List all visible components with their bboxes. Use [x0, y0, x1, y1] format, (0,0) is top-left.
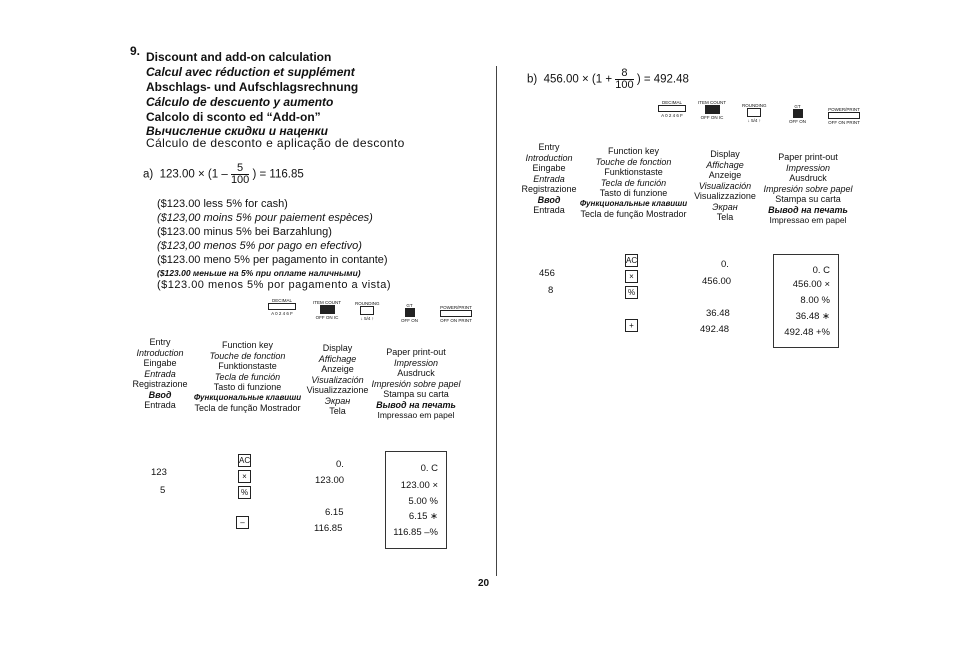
tape-b-line-1: 0. C [812, 265, 830, 276]
header-print-a: Paper print-out Impression Ausdruck Impresión sobre papel Stampa su carta Вывод на печать Impressao em papel [371, 347, 461, 420]
switch-rounding-a: ROUNDING ↓ 5/4 ↑ [355, 301, 380, 321]
tape-b-line-4: 36.48 ∗ [795, 311, 830, 322]
note-a-pt: ($123.00 menos 5% por pagamento a vista) [157, 279, 392, 291]
entry-b-2: 8 [548, 285, 554, 296]
key-plus-b: + [625, 319, 638, 332]
switch-rounding-b: ROUNDING ↓ 5/4 ↑ [742, 103, 767, 123]
formula-b-pre: 456.00 × (1 + [543, 73, 613, 86]
switch-gt-b: GT OFF ON [789, 104, 806, 124]
note-a-it: ($123.00 meno 5% per pagamento in contante) [157, 254, 388, 266]
tape-a-line-5: 116.85 –% [393, 527, 438, 538]
formula-a-post: ) = 116.85 [252, 168, 304, 181]
page-number: 20 [478, 578, 490, 589]
display-b-3: 36.48 [706, 308, 730, 319]
switch-decimal-b: DECIMAL A 0 2 4 6 F [658, 100, 686, 118]
tape-a-line-2: 123.00 × [400, 480, 438, 491]
title-ru: Вычисление скидки и наценки [146, 124, 328, 138]
switch-decimal-a: DECIMAL A 0 2 4 6 F [268, 298, 296, 316]
display-a-4: 116.85 [314, 523, 343, 534]
switch-item-count-b: ITEM COUNT OFF ON IC [698, 100, 726, 120]
note-a-ru: ($123.00 меньше на 5% при оплате наличными) [157, 268, 361, 278]
display-b-2: 456.00 [702, 276, 732, 287]
key-percent-b: % [625, 286, 638, 299]
entry-a-2: 5 [160, 485, 166, 496]
note-a-fr: ($123,00 moins 5% pour paiement espèces) [157, 212, 373, 224]
formula-a-fraction [231, 163, 249, 186]
tape-a-line-4: 6.15 ∗ [408, 511, 438, 522]
key-multiply-b: × [625, 270, 638, 283]
title-en: Discount and add-on calculation [146, 50, 332, 64]
title-it: Calcolo di sconto ed “Add-on” [146, 110, 321, 124]
formula-b-label: b) [527, 73, 538, 86]
switch-gt-a: GT OFF ON [401, 303, 418, 323]
header-display-a: Display Affichage Anzeige Visualización Visualizzazione Экран Tela [306, 343, 369, 416]
header-entry-a: Entry Introduction Eingabe Entrada Registrazione Ввод Entrada [132, 337, 188, 410]
formula-a-numerator: 5 [231, 163, 249, 175]
header-display-b: Display Affichage Anzeige Visualización Visualizzazione Экран Tela [694, 149, 756, 222]
tape-a-line-3: 5.00 % [408, 496, 438, 507]
title-es: Cálculo de descuento y aumento [146, 95, 334, 109]
header-entry-b: Entry Introduction Eingabe Entrada Registrazione Ввод Entrada [521, 142, 577, 215]
formula-a [143, 163, 304, 186]
formula-a-label: a) [143, 168, 154, 181]
note-a-de: ($123.00 minus 5% bei Barzahlung) [157, 226, 332, 238]
note-a-es: ($123,00 menos 5% por pago en efectivo) [157, 240, 362, 252]
title-de: Abschlags- und Aufschlagsrechnung [146, 80, 359, 94]
display-a-3: 6.15 [325, 507, 344, 518]
formula-b-numerator: 8 [615, 68, 633, 80]
column-divider [496, 66, 497, 576]
formula-a-pre: 123.00 × (1 – [159, 168, 228, 181]
entry-b-1: 456 [539, 268, 555, 279]
key-multiply-a: × [238, 470, 251, 483]
title-fr: Calcul avec réduction et supplément [146, 65, 355, 79]
tape-a-line-1: 0. C [420, 463, 438, 474]
display-b-1: 0. [721, 259, 729, 270]
tape-b-line-2: 456.00 × [792, 279, 830, 290]
header-function-key-b: Function key Touche de fonction Funktionstaste Tecla de función Tasto di funzione Функциональные клавиши Tecla de função Mostrador [579, 146, 688, 219]
formula-b-post: ) = 492.48 [636, 73, 689, 86]
paper-tape-b [773, 254, 839, 348]
title-pt: Cálculo de desconto e aplicação de desconto [146, 136, 405, 150]
display-a-1: 0. [336, 459, 344, 470]
key-minus-a: – [236, 516, 249, 529]
entry-a-1: 123 [151, 467, 167, 478]
paper-tape-a [385, 451, 447, 549]
header-print-b: Paper print-out Impression Ausdruck Impresión sobre papel Stampa su carta Вывод на печать Impressao em papel [763, 152, 853, 225]
formula-b [527, 68, 689, 91]
key-ac-a: AC [239, 456, 251, 465]
section-number: 9. [130, 44, 141, 58]
key-ac-b: AC [626, 256, 638, 265]
switch-power-a: POWER/PRINT OFF ON PRINT [440, 305, 472, 323]
display-a-2: 123.00 [315, 475, 345, 486]
formula-b-fraction [615, 68, 633, 91]
header-function-key-a: Function key Touche de fonction Funktionstaste Tecla de función Tasto di funzione Функциональные клавиши Tecla de função Mostrador [193, 340, 302, 413]
tape-b-line-5: 492.48 +% [784, 327, 830, 338]
switch-item-count-a: ITEM COUNT OFF ON IC [313, 300, 341, 320]
formula-a-denominator: 100 [230, 174, 250, 186]
formula-b-denominator: 100 [615, 79, 634, 91]
display-b-4: 492.48 [700, 324, 730, 335]
key-percent-a: % [238, 486, 251, 499]
tape-b-line-3: 8.00 % [800, 295, 830, 306]
switch-power-b: POWER/PRINT OFF ON PRINT [828, 107, 860, 125]
note-a-en: ($123.00 less 5% for cash) [157, 198, 288, 210]
